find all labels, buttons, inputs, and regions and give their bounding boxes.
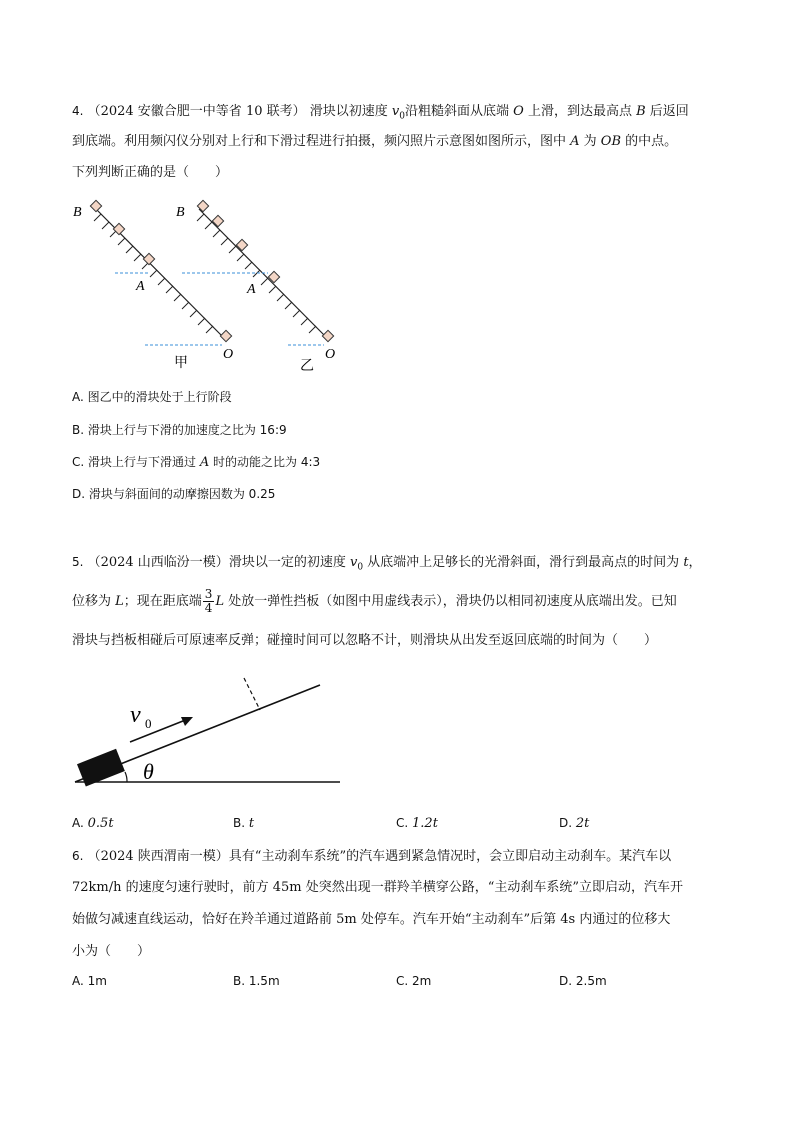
caption-jia: 甲 (174, 356, 188, 371)
q6-option-a[interactable] (72, 972, 107, 990)
q5-option-a-value: 0.5t (87, 816, 114, 831)
q5-line-2 (72, 588, 677, 615)
q4-option-a-text: A. 图乙中的滑块处于上行阶段 (72, 390, 232, 404)
q6-option-d[interactable] (559, 972, 607, 990)
q5-text: 滑块与挡板相碰后可原速率反弹；碰撞时间可以忽略不计，则滑块从出发至返回底端的时间为（ ） (72, 633, 658, 648)
q5-text: 位移为 (72, 594, 116, 609)
q4-text: 的中点。 (621, 134, 678, 149)
q5-option-c-value: 1.2t (412, 816, 438, 831)
block-markers-yi (197, 200, 333, 341)
q5-figure (70, 670, 360, 790)
q4-text: 下列判断正确的是（ ） (72, 165, 229, 180)
q6-option-b[interactable] (233, 972, 280, 990)
q4-var-B: B (636, 104, 646, 119)
v0-label: v (130, 702, 141, 728)
q4-var-A: A (570, 134, 580, 149)
q4-text: 沿粗糙斜面从底端 (405, 104, 514, 119)
label-A: A (136, 279, 145, 294)
q4-text: 滑块以初速度 (309, 104, 392, 119)
block-markers-jia (90, 200, 231, 341)
q5-var-L: L (115, 594, 124, 609)
q5-option-b[interactable] (233, 814, 254, 833)
q5-option-d-label: D. (559, 816, 573, 830)
q5-option-c[interactable] (396, 814, 438, 833)
angle-arc (125, 772, 127, 782)
q4-option-b-text: B. 滑块上行与下滑的加速度之比为 16:9 (72, 423, 287, 437)
q5-number: 5. (72, 555, 84, 569)
q4-var-O: O (513, 104, 524, 119)
label-A-right: A (247, 282, 256, 297)
q4-option-c-text2: 时的动能之比为 4:3 (209, 455, 321, 469)
q4-option-c-var: A (199, 455, 210, 470)
q4-line-3 (72, 164, 228, 182)
q5-text: ， (688, 555, 702, 570)
q5-fraction (203, 588, 215, 615)
q4-option-b[interactable] (72, 421, 287, 440)
q5-option-c-label: C. (396, 816, 409, 830)
q4-line-1 (72, 102, 689, 126)
q6-text: 72km/h 的速度匀速行驶时，前方 45m 处突然出现一群羚羊横穿公路，“主动刹车系统”立即启动，汽车开 (72, 880, 684, 895)
label-O: O (223, 347, 234, 362)
q5-v0: v (349, 555, 358, 570)
q6-number: 6. (72, 849, 84, 863)
q6-line-4 (72, 943, 150, 961)
caption-yi: 乙 (300, 359, 314, 374)
incline-jia (73, 200, 233, 371)
q5-source: （2024 山西临汾一模） (87, 555, 229, 570)
q4-figure (70, 195, 360, 375)
label-B-right: B (176, 205, 185, 220)
q6-line-1 (72, 847, 671, 866)
q5-v0-sub: 0 (357, 562, 364, 573)
q6-option-c-text: C. 2m (396, 974, 432, 988)
q4-v0: v (391, 104, 400, 119)
q6-line-3 (72, 911, 670, 929)
q4-v0-sub: 0 (399, 111, 405, 122)
q4-text: 上滑，到达最高点 (523, 104, 637, 119)
q4-option-d[interactable] (72, 485, 275, 504)
q4-option-c[interactable] (72, 453, 320, 472)
q5-frac-num: 3 (204, 587, 213, 601)
q6-option-a-text: A. 1m (72, 974, 107, 988)
q4-option-a[interactable] (72, 388, 232, 407)
q5-option-a[interactable] (72, 814, 114, 833)
q5-line-1 (72, 553, 702, 577)
q4-text: 后返回 (645, 104, 689, 119)
incline-yi (176, 200, 335, 374)
q5-option-a-label: A. (72, 816, 84, 830)
q4-text: 到底端。利用频闪仪分别对上行和下滑过程进行拍摄，频闪照片示意图如图所示，图中 (72, 134, 571, 149)
q4-line-2 (72, 133, 677, 151)
q5-text: 处放一弹性挡板（如图中用虚线表示），滑块仍以相同初速度从底端出发。已知 (224, 594, 677, 609)
q6-text: 始做匀减速直线运动，恰好在羚羊通过道路前 5m 处停车。汽车开始“主动刹车”后第 4s 内通过的位移大 (72, 912, 671, 927)
q5-option-d[interactable] (559, 814, 589, 833)
q4-number: 4. (72, 104, 84, 118)
q6-option-c[interactable] (396, 972, 431, 990)
q4-var-OB: OB (600, 134, 622, 149)
q6-text: 小为（ ） (72, 944, 151, 959)
q5-option-b-label: B. (233, 816, 246, 830)
q4-source: （2024 安徽合肥一中等省 10 联考） (87, 104, 306, 119)
theta-label: θ (143, 759, 154, 784)
q5-line-3 (72, 632, 657, 650)
q5-text: 滑块以一定的初速度 (228, 555, 350, 570)
q5-option-b-value: t (248, 816, 255, 831)
q4-option-d-text: D. 滑块与斜面间的动摩擦因数为 0.25 (72, 487, 276, 501)
v0-sub-label: 0 (145, 716, 152, 731)
baffle-dashed (244, 678, 260, 710)
q5-text: 从底端冲上足够长的光滑斜面，滑行到最高点的时间为 (363, 555, 684, 570)
q4-text: 为 (579, 134, 601, 149)
label-O-right: O (325, 347, 336, 362)
q4-option-c-text: C. 滑块上行与下滑通过 (72, 455, 200, 469)
q5-var-L2: L (215, 594, 225, 609)
sliding-block (77, 749, 125, 787)
label-B: B (73, 205, 82, 220)
q6-option-b-text: B. 1.5m (233, 974, 280, 988)
q5-frac-den: 4 (204, 601, 213, 615)
q5-var-t: t (683, 555, 689, 570)
q6-text: （2024 陕西渭南一模）具有“主动刹车系统”的汽车遇到紧急情况时，会立即启动主动刹车。某汽车以 (87, 849, 672, 864)
q5-option-d-value: 2t (575, 816, 590, 831)
q6-line-2 (72, 879, 683, 897)
q6-option-d-text: D. 2.5m (559, 974, 607, 988)
q5-text: ；现在距底端 (123, 594, 202, 609)
